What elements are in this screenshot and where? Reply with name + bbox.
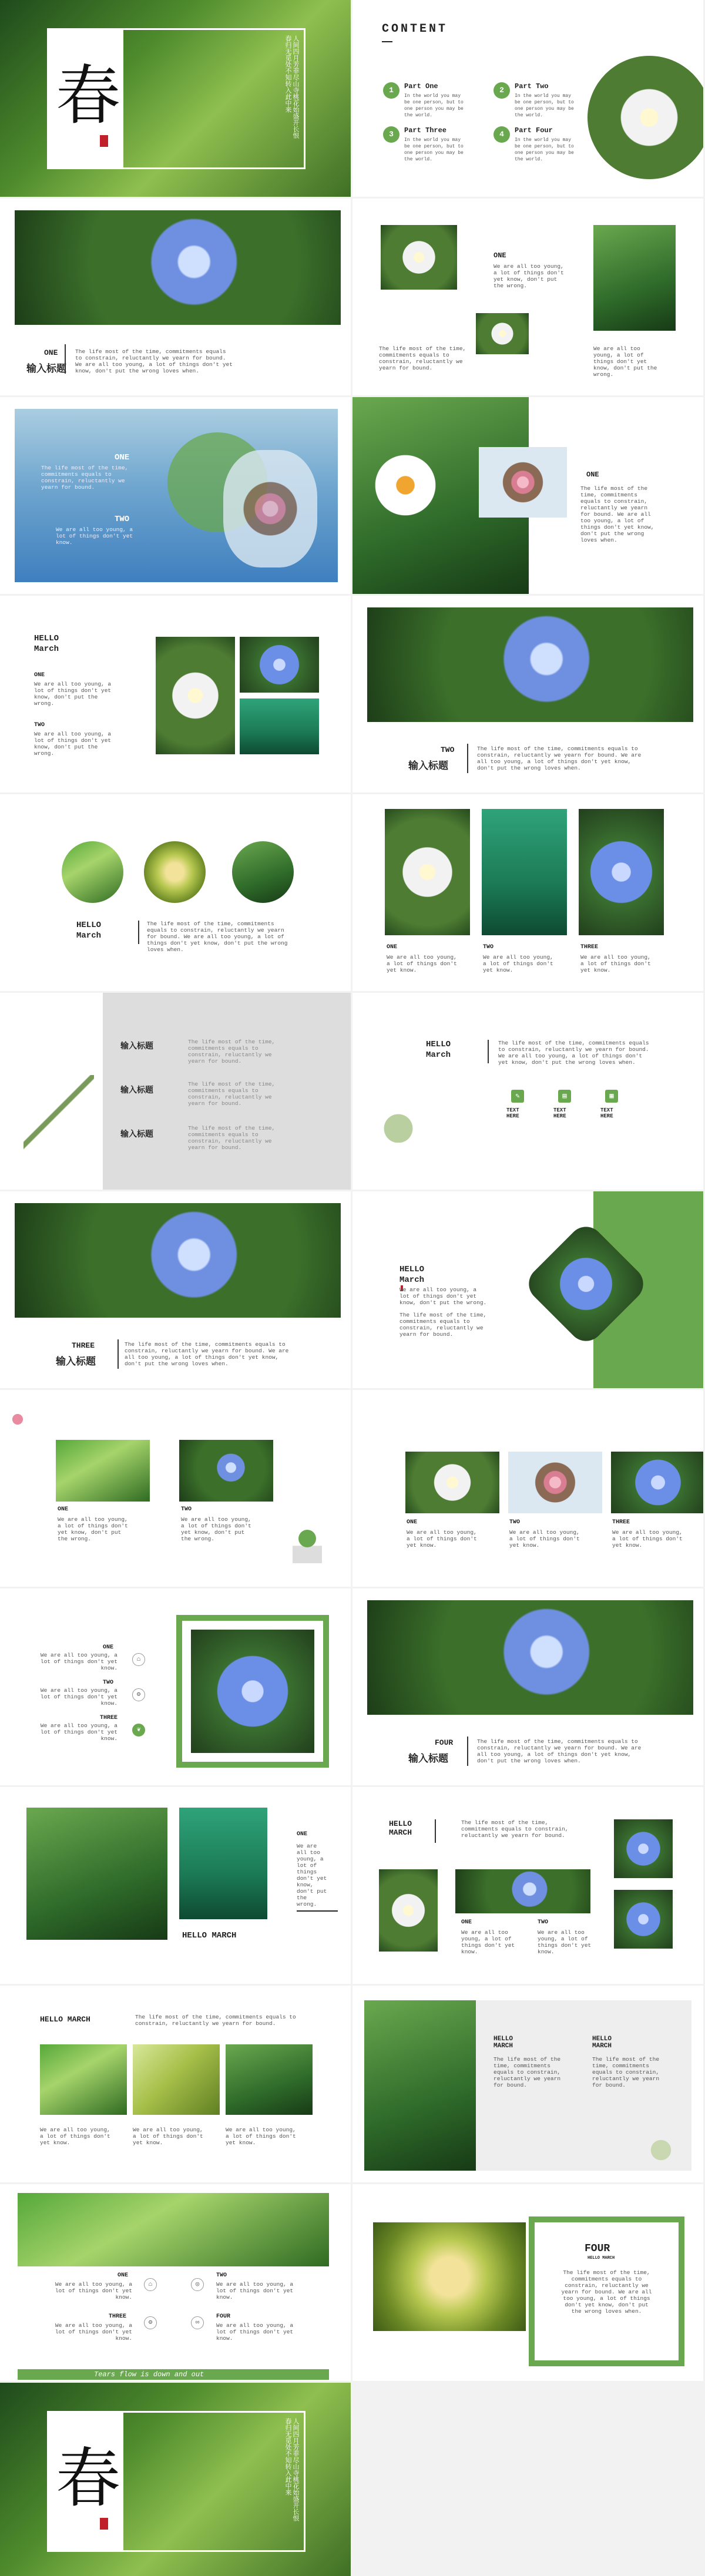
hello-heading: HELLO	[400, 1265, 425, 1274]
text-three: We are all too young, a lot of things don't yet know.	[580, 954, 651, 973]
text-four: The life most of the time, commitments equals to constrain, reluctantly we yearn for bound. We are all too young, a lot of things don't yet know, don't put the wrong loves when.	[561, 2269, 652, 2315]
circle-photo-1	[62, 841, 123, 903]
text-one: We are all too young, a lot of things don't yet know.	[55, 2281, 132, 2300]
water-drop-photo	[240, 698, 319, 754]
fern-photo	[56, 1440, 150, 1502]
text-commit: The life most of the time, commitments equals to constrain, reluctantly we yearn for bound. We are all too young, a lot of things don't yet know, don't put the wrong loves when.	[147, 921, 288, 953]
text-here-1: TEXT HERE	[506, 1107, 519, 1119]
item-text-2: The life most of the time, commitments equals to constrain, reluctantly we yearn for bound.	[188, 1081, 276, 1107]
text-one: We are all too young, a lot of things don't yet know.	[40, 1652, 118, 1671]
item-title-2: 输入标题	[120, 1086, 153, 1095]
white-flower-photo	[381, 225, 457, 290]
label-one: ONE	[118, 2272, 129, 2279]
part-three-title: Part Three	[404, 126, 447, 135]
blue-flower-photo	[240, 637, 319, 693]
label-two: TWO	[509, 1519, 521, 1526]
divider	[488, 1040, 489, 1063]
photo-three	[579, 809, 664, 935]
text-two: We are all too young, a lot of things don't yet know.	[538, 1929, 592, 1955]
leaf-drop-slide[interactable]	[0, 1787, 351, 1984]
part-one-number: 1	[383, 82, 400, 99]
section-label: ONE	[44, 348, 58, 357]
cover-title-char: 春	[56, 58, 120, 133]
text-young: We are all too young, a lot of things don't yet know, don't put the wrong.	[494, 263, 564, 289]
part-one-text: In the world you may be one person, but to one person you may be the world.	[404, 93, 464, 118]
circle-photo-2	[144, 841, 206, 903]
label-three: THREE	[100, 1715, 118, 1721]
blue-flower-photo-2	[614, 1890, 673, 1949]
part-two-number: 2	[494, 82, 510, 99]
text-one: The life most of the time, commitments equals to constrain, reluctantly we yearn for bound.	[41, 465, 129, 491]
leaf-icon[interactable]: ❦	[132, 1724, 145, 1737]
text-short: The life most of the time, commitments equals to constrain, reluctantly we yearn for bound.	[135, 2014, 296, 2027]
text-here-2: TEXT HERE	[553, 1107, 566, 1119]
daisy-flower	[370, 450, 441, 520]
label-one: ONE	[586, 471, 599, 479]
part-two-title: Part Two	[515, 82, 549, 90]
text-two: We are all too young, a lot of things don't yet know, don't put the wrong.	[181, 1516, 251, 1542]
list-slide[interactable]	[0, 993, 351, 1190]
label-three: THREE	[612, 1519, 630, 1526]
chart-icon[interactable]: ▤	[558, 1090, 571, 1103]
label-two: TWO	[483, 944, 494, 951]
three-photos-slide[interactable]	[352, 794, 703, 991]
hello-march-slide[interactable]	[0, 596, 351, 792]
photo-two	[508, 1452, 602, 1513]
blossom-photo-small	[479, 447, 567, 518]
leaf-photo	[364, 2000, 476, 2171]
part-four-text: In the world you may be one person, but to one person you may be the world.	[515, 137, 574, 162]
hello-march-layout-slide[interactable]	[352, 1787, 703, 1984]
text-short: The life most of the time, commitments equals to constrain, reluctantly we yearn for bound.	[400, 1312, 487, 1338]
hello-heading: HELLO	[76, 921, 102, 930]
daisy-slide[interactable]	[352, 397, 703, 594]
label-one: ONE	[461, 1919, 472, 1926]
hello-heading: HELLO	[426, 1040, 451, 1049]
text-commit: The life most of the time, commitments equals to constrain, reluctantly we yearn for bound. We are all too young, a lot of things don't yet know, don't put the wrong loves when.	[498, 1040, 649, 1066]
share-icon[interactable]: ✎	[511, 1090, 524, 1103]
frame-four-slide[interactable]	[352, 2184, 703, 2381]
succulent-drawing	[375, 1096, 422, 1143]
blue-flower-banner	[15, 1203, 341, 1318]
closing-vertical-text: 人间四月芳菲尽山寺桃花始盛开长恨春归无觅处不知转入此中来	[284, 2418, 300, 2521]
divider	[467, 744, 468, 773]
item-text-1: The life most of the time, commitments equals to constrain, reluctantly we yearn for bound.	[188, 1039, 276, 1064]
blue-flower-banner	[367, 1600, 693, 1715]
blossom-photo	[223, 450, 317, 567]
section-two-slide[interactable]	[352, 596, 703, 792]
icon-list-slide[interactable]	[0, 2184, 351, 2381]
section-three-slide[interactable]	[0, 1191, 351, 1388]
green-leaves-banner	[18, 2193, 329, 2266]
photo-one	[405, 1452, 499, 1513]
part-two-text: In the world you may be one person, but to one person you may be the world.	[515, 93, 574, 118]
text-short: The life most of the time, commitments equals to constrain, reluctantly we yearn for bound.	[379, 345, 466, 371]
text-two: We are all too young, a lot of things don't yet know.	[56, 526, 133, 546]
label-two: TWO	[181, 1506, 192, 1513]
three-images-slide[interactable]	[352, 1390, 703, 1587]
cover-slide[interactable]	[0, 0, 351, 197]
flower-banner	[455, 1869, 590, 1913]
white-flower-photo	[379, 1869, 438, 1952]
divider	[467, 1737, 468, 1766]
photo-one	[385, 809, 470, 935]
moss-photo	[373, 2222, 526, 2331]
section-label: FOUR	[435, 1738, 454, 1747]
part-three-text: In the world you may be one person, but to one person you may be the world.	[404, 137, 464, 162]
text-two: We are all too young, a lot of things don't yet know.	[40, 1687, 118, 1707]
contents-underline	[382, 41, 392, 42]
part-three-number: 3	[383, 126, 400, 143]
diamond-slide[interactable]	[352, 1191, 703, 1388]
label-one: ONE	[58, 1506, 69, 1513]
hello-heading: HELLO	[34, 634, 59, 643]
settings-icon[interactable]: ⚙	[144, 2316, 157, 2329]
blank-slide	[352, 2383, 703, 2576]
framed-photo-slide[interactable]	[0, 1588, 351, 1785]
section-text: The life most of the time, commitments equals to constrain, reluctantly we yearn for bound. We are all too young, a lot of things don't yet know, don't put the wrong loves when.	[75, 348, 233, 374]
item-title-3: 输入标题	[120, 1130, 153, 1139]
text-right: The life most of the time, commitments equals to constrain, reluctantly we yearn for bound.	[592, 2056, 660, 2088]
march-heading: March	[426, 1050, 451, 1060]
text-here-slide[interactable]	[352, 993, 703, 1190]
label-two: TWO	[115, 515, 130, 524]
label-three: THREE	[109, 2313, 127, 2320]
section-text: The life most of the time, commitments equals to constrain, reluctantly we yearn for bound. We are all too young, a lot of things don't yet know, don't put the wrong loves when.	[125, 1341, 289, 1367]
section-label: THREE	[72, 1341, 95, 1350]
hello-march-heading: HELLO MARCH	[389, 1819, 412, 1837]
circles-slide[interactable]	[0, 794, 351, 991]
blue-flower-photo-1	[614, 1819, 673, 1878]
home-icon[interactable]: ⌂	[144, 2278, 157, 2291]
contents-slide[interactable]	[352, 0, 703, 197]
text-left: The life most of the time, commitments equals to constrain, reluctantly we yearn for bound.	[494, 2056, 561, 2088]
text-one: We are all too young, a lot of things don't yet know.	[387, 954, 457, 973]
text-three: We are all too young, a lot of things don't yet know.	[55, 2322, 132, 2342]
part-four-number: 4	[494, 126, 510, 143]
section-title: 输入标题	[26, 363, 66, 375]
pink-ornament	[12, 1408, 24, 1431]
hello-march-heading: HELLO MARCH	[182, 1931, 237, 1940]
photo-three	[611, 1452, 703, 1513]
label-two: TWO	[34, 722, 45, 728]
flower-photo	[179, 1440, 273, 1502]
section-one-slide[interactable]	[0, 199, 351, 395]
fern-slide[interactable]	[0, 1390, 351, 1587]
text-two: We are all too young, a lot of things don't yet know, don't put the wrong.	[34, 731, 112, 757]
section-title: 输入标题	[408, 1753, 448, 1765]
closing-seal	[100, 2518, 108, 2530]
share-icon[interactable]: ◎	[191, 2278, 204, 2291]
hello-march-heading: HELLO MARCH	[40, 2015, 90, 2024]
succulent-drawing	[643, 2132, 679, 2162]
hello-march-heading-2: HELLO MARCH	[592, 2036, 612, 2050]
divider	[435, 1819, 436, 1843]
photo-three	[226, 2044, 313, 2115]
text-three: We are all too young, a lot of things don't yet know.	[612, 1529, 683, 1549]
text-two: We are all too young, a lot of things don't yet know.	[133, 2127, 203, 2146]
closing-cover-slide[interactable]	[0, 2383, 351, 2576]
text-one: We are all too young, a lot of things don't yet know.	[407, 1529, 477, 1549]
text-one: We are all too young, a lot of things don't yet know.	[461, 1929, 515, 1955]
part-four-title: Part Four	[515, 126, 553, 135]
white-flower-photo	[156, 637, 235, 754]
item-text-3: The life most of the time, commitments equals to constrain, reluctantly we yearn for bound.	[188, 1125, 276, 1151]
section-title: 输入标题	[56, 1356, 96, 1368]
closing-title-char: 春	[56, 2441, 120, 2516]
water-drop-photo	[179, 1808, 267, 1919]
label-one: ONE	[387, 944, 398, 951]
contents-flower-circle	[588, 56, 703, 179]
contents-heading: CONTENT	[382, 22, 448, 36]
label-two: TWO	[103, 1680, 114, 1686]
section-text: The life most of the time, commitments equals to constrain, reluctantly we yearn for bound. We are all too young, a lot of things don't yet know, don't put the wrong loves when.	[477, 745, 642, 771]
section-four-slide[interactable]	[352, 1588, 703, 1785]
hello-march-heading-1: HELLO MARCH	[494, 2036, 513, 2050]
section-label: TWO	[441, 745, 455, 754]
part-one-title: Part One	[404, 82, 438, 90]
text-short: The life most of the time, commitments equals to constrain, reluctantly we yearn for bound.	[461, 1819, 569, 1839]
label-three: THREE	[580, 944, 599, 951]
photo-two	[482, 809, 567, 935]
text-young-right: We are all too young, a lot of things don't yet know, don't put the wrong.	[593, 345, 657, 378]
photo-two	[133, 2044, 220, 2115]
black-underline	[297, 1910, 338, 1912]
framed-flower-photo	[191, 1630, 314, 1753]
label-one: ONE	[297, 1831, 308, 1838]
circle-photo-3	[232, 841, 294, 903]
two-column-slide[interactable]	[352, 1986, 703, 2182]
text-two: We are all too young, a lot of things don't yet know.	[509, 1529, 580, 1549]
text-here-3: TEXT HERE	[600, 1107, 613, 1119]
label-one: ONE	[115, 453, 130, 462]
text-young: We are all too young, a lot of things don't yet know, don't put the wrong.	[400, 1287, 487, 1306]
label-one: ONE	[407, 1519, 418, 1526]
text-four: We are all too young, a lot of things don't yet know.	[216, 2322, 294, 2342]
settings-icon[interactable]: ⚙	[132, 1688, 145, 1701]
section-title: 输入标题	[408, 760, 448, 772]
section-text: The life most of the time, commitments equals to constrain, reluctantly we yearn for bound. We are all too young, a lot of things don't yet know, don't put the wrong loves when.	[477, 1738, 642, 1764]
text-three: We are all too young, a lot of things don't yet know.	[40, 1722, 118, 1742]
leaf-photo	[26, 1808, 167, 1940]
leaf-photo	[593, 225, 676, 331]
small-white-flower-photo	[476, 313, 529, 354]
label-one: ONE	[34, 672, 45, 679]
blue-flower-banner	[15, 210, 341, 325]
label-one: ONE	[494, 251, 506, 260]
label-two: TWO	[538, 1919, 549, 1926]
link-icon[interactable]: ∞	[191, 2316, 204, 2329]
item-title-1: 输入标题	[120, 1042, 153, 1051]
divider	[118, 1339, 119, 1369]
label-two: TWO	[216, 2272, 227, 2279]
cover-vertical-text: 人间四月芳菲尽山寺桃花始盛开长恨春归无觅处不知转入此中来	[284, 35, 300, 139]
cover-seal	[100, 135, 108, 147]
hello-march-sub: HELLO MARCH	[588, 2256, 615, 2261]
blue-flower-banner	[367, 607, 693, 722]
march-heading: March	[400, 1275, 425, 1285]
tears-caption: Tears flow is down and out	[94, 2370, 204, 2379]
text-three: We are all too young, a lot of things don't yet know.	[226, 2127, 296, 2146]
document-icon[interactable]: ▦	[605, 1090, 618, 1103]
potted-plant-drawing	[293, 1528, 322, 1563]
home-icon[interactable]: ⌂	[132, 1653, 145, 1666]
march-heading: March	[76, 931, 102, 941]
sky-blossom-slide[interactable]	[0, 397, 351, 594]
text-commit: The life most of the time, commitments equals to constrain, reluctantly we yearn for bound. We are all too young, a lot of things don't yet know, don't put the wrong loves when.	[580, 485, 654, 543]
text-two: We are all too young, a lot of things don't yet know.	[483, 954, 553, 973]
label-one: ONE	[103, 1644, 114, 1651]
label-four: FOUR	[216, 2313, 231, 2320]
text-one: We are all too young, a lot of things don't yet know, don't put the wrong.	[297, 1843, 327, 1907]
text-one: We are all too young, a lot of things don't yet know.	[40, 2127, 110, 2146]
divider	[138, 921, 139, 944]
four-heading: FOUR	[585, 2243, 610, 2255]
text-two: We are all too young, a lot of things don't yet know.	[216, 2281, 294, 2300]
bird-branch-drawing	[24, 1075, 94, 1151]
three-column-slide[interactable]	[0, 1986, 351, 2182]
march-heading: March	[34, 644, 59, 654]
photo-stack-slide[interactable]	[352, 199, 703, 395]
text-one: We are all too young, a lot of things don't yet know, don't put the wrong.	[34, 681, 112, 707]
photo-one	[40, 2044, 127, 2115]
text-one: We are all too young, a lot of things don't yet know, don't put the wrong.	[58, 1516, 128, 1542]
